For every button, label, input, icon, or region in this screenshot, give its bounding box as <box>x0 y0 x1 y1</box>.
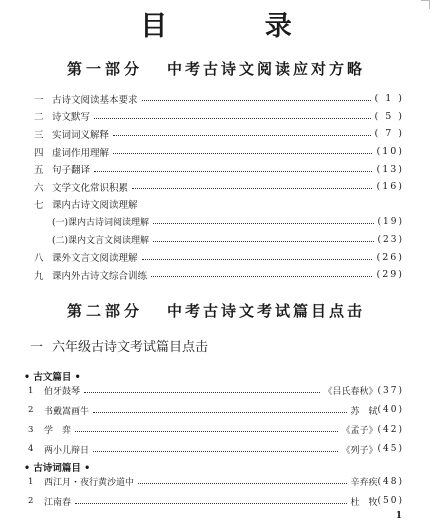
item-title: 西江月・夜行黄沙道中 <box>44 478 135 489</box>
toc-label: (一)课内古诗词阅读理解 <box>52 218 150 229</box>
toc-row[interactable] <box>34 143 404 161</box>
part2-heading <box>0 300 432 321</box>
dot-leader <box>75 431 337 432</box>
toc-row[interactable] <box>34 196 404 214</box>
dot-leader <box>142 259 373 260</box>
toc-page-no: (19) <box>377 216 404 227</box>
toc-label: 古诗文阅读基本要求 <box>52 94 138 106</box>
dot-leader <box>84 392 319 393</box>
item-num: 2 <box>28 496 34 507</box>
toc-num: 八 <box>34 253 44 265</box>
toc-num: 七 <box>34 200 44 212</box>
dot-leader <box>75 503 346 504</box>
item-page: (40) <box>377 405 404 416</box>
toc-page-no: ( 1 ) <box>374 93 404 105</box>
toc-subrow[interactable] <box>34 213 404 231</box>
item-author: 苏 轼 <box>350 406 378 417</box>
toc-page-no: (26) <box>376 251 404 263</box>
section-title: 六年级古诗文考试篇目点击 <box>52 340 209 355</box>
item-num: 1 <box>28 476 34 487</box>
list-item[interactable] <box>28 381 404 401</box>
toc-label: 文学文化常识积累 <box>52 182 129 194</box>
toc-subrow[interactable] <box>34 231 404 249</box>
item-author: 《列子》 <box>341 445 378 456</box>
toc-num: 六 <box>34 182 44 194</box>
toc-num: 一 <box>34 94 44 106</box>
dot-leader <box>94 171 372 172</box>
part1-title: 中考古诗文阅读应对方略 <box>167 60 366 78</box>
group-label-prose: • 古文篇目 • <box>24 372 81 383</box>
part2-label: 第二部分 <box>66 302 143 320</box>
part1-heading <box>0 58 432 79</box>
dot-leader <box>113 153 372 154</box>
item-num: 3 <box>28 424 34 435</box>
dot-leader <box>132 188 372 189</box>
toc-num: 三 <box>34 129 44 141</box>
toc-page-no: (23) <box>377 234 404 245</box>
toc-num: 五 <box>34 165 44 177</box>
item-title: 江南春 <box>44 497 72 508</box>
toc-num: 四 <box>34 147 44 159</box>
list-item[interactable] <box>28 492 404 512</box>
item-page: (45) <box>377 444 404 455</box>
item-title: 学 弈 <box>44 426 72 437</box>
toc-row[interactable] <box>34 108 404 126</box>
dot-leader <box>151 276 372 277</box>
toc-label: 虚词作用理解 <box>52 147 110 159</box>
toc-num: 九 <box>34 270 44 282</box>
item-page: (37) <box>377 385 404 396</box>
section-heading[interactable] <box>30 336 208 355</box>
toc-page-no: (16) <box>376 181 404 193</box>
item-num: 1 <box>28 385 34 396</box>
dot-leader <box>142 100 371 101</box>
section-num: 一 <box>30 340 44 355</box>
toc-label: 课外文言文阅读理解 <box>52 253 138 265</box>
dot-leader <box>138 483 346 484</box>
toc-row[interactable] <box>34 266 404 284</box>
dot-leader <box>94 118 370 119</box>
toc-row[interactable] <box>34 125 404 143</box>
toc-label: 课内外古诗文综合训练 <box>52 270 148 282</box>
prose-list <box>28 381 404 459</box>
toc-num: 二 <box>34 112 44 124</box>
toc-page-no: (13) <box>376 163 404 175</box>
item-page: (48) <box>377 476 404 487</box>
page-title: 目 录 <box>140 11 336 42</box>
item-author: 《孟子》 <box>341 426 378 437</box>
toc-label: (二)课内文言文阅读理解 <box>52 236 150 247</box>
toc-page-no: ( 7 ) <box>374 128 404 140</box>
list-item[interactable] <box>28 420 404 440</box>
item-page: (50) <box>377 496 404 507</box>
page-number: 1 <box>395 511 402 521</box>
toc-label: 实词词义解释 <box>52 129 110 141</box>
list-item[interactable] <box>28 401 404 421</box>
part1-toc <box>34 90 404 284</box>
item-author: 辛弃疾 <box>350 478 378 489</box>
part2-title: 中考古诗文考试篇目点击 <box>167 302 366 320</box>
poetry-list <box>28 472 404 511</box>
dot-leader <box>153 223 373 224</box>
part1-label: 第一部分 <box>66 60 143 78</box>
item-author: 杜 牧 <box>350 497 378 508</box>
list-item[interactable] <box>28 472 404 492</box>
toc-page-no: (29) <box>376 269 404 281</box>
list-item[interactable] <box>28 440 404 460</box>
group-label-poetry: • 古诗词篇目 • <box>24 463 91 474</box>
item-num: 2 <box>28 405 34 416</box>
item-title: 两小儿辩日 <box>44 445 90 456</box>
toc-row[interactable] <box>34 248 404 266</box>
toc-label: 句子翻译 <box>52 165 91 177</box>
toc-label: 诗文默写 <box>52 112 91 124</box>
toc-label: 课内古诗文阅读理解 <box>52 200 138 212</box>
toc-row[interactable] <box>34 90 404 108</box>
toc-page-no: ( 5 ) <box>374 110 404 122</box>
item-title: 书戴嵩画牛 <box>44 406 90 417</box>
toc-row[interactable] <box>34 178 404 196</box>
toc-row[interactable] <box>34 160 404 178</box>
dot-leader <box>153 241 373 242</box>
item-page: (42) <box>377 424 404 435</box>
dot-leader <box>113 135 370 136</box>
item-title: 伯牙鼓琴 <box>44 387 81 398</box>
toc-page-no: (10) <box>376 146 404 158</box>
dot-leader <box>93 412 346 413</box>
dot-leader <box>93 451 337 452</box>
item-num: 4 <box>28 444 34 455</box>
item-author: 《吕氏春秋》 <box>323 387 378 398</box>
